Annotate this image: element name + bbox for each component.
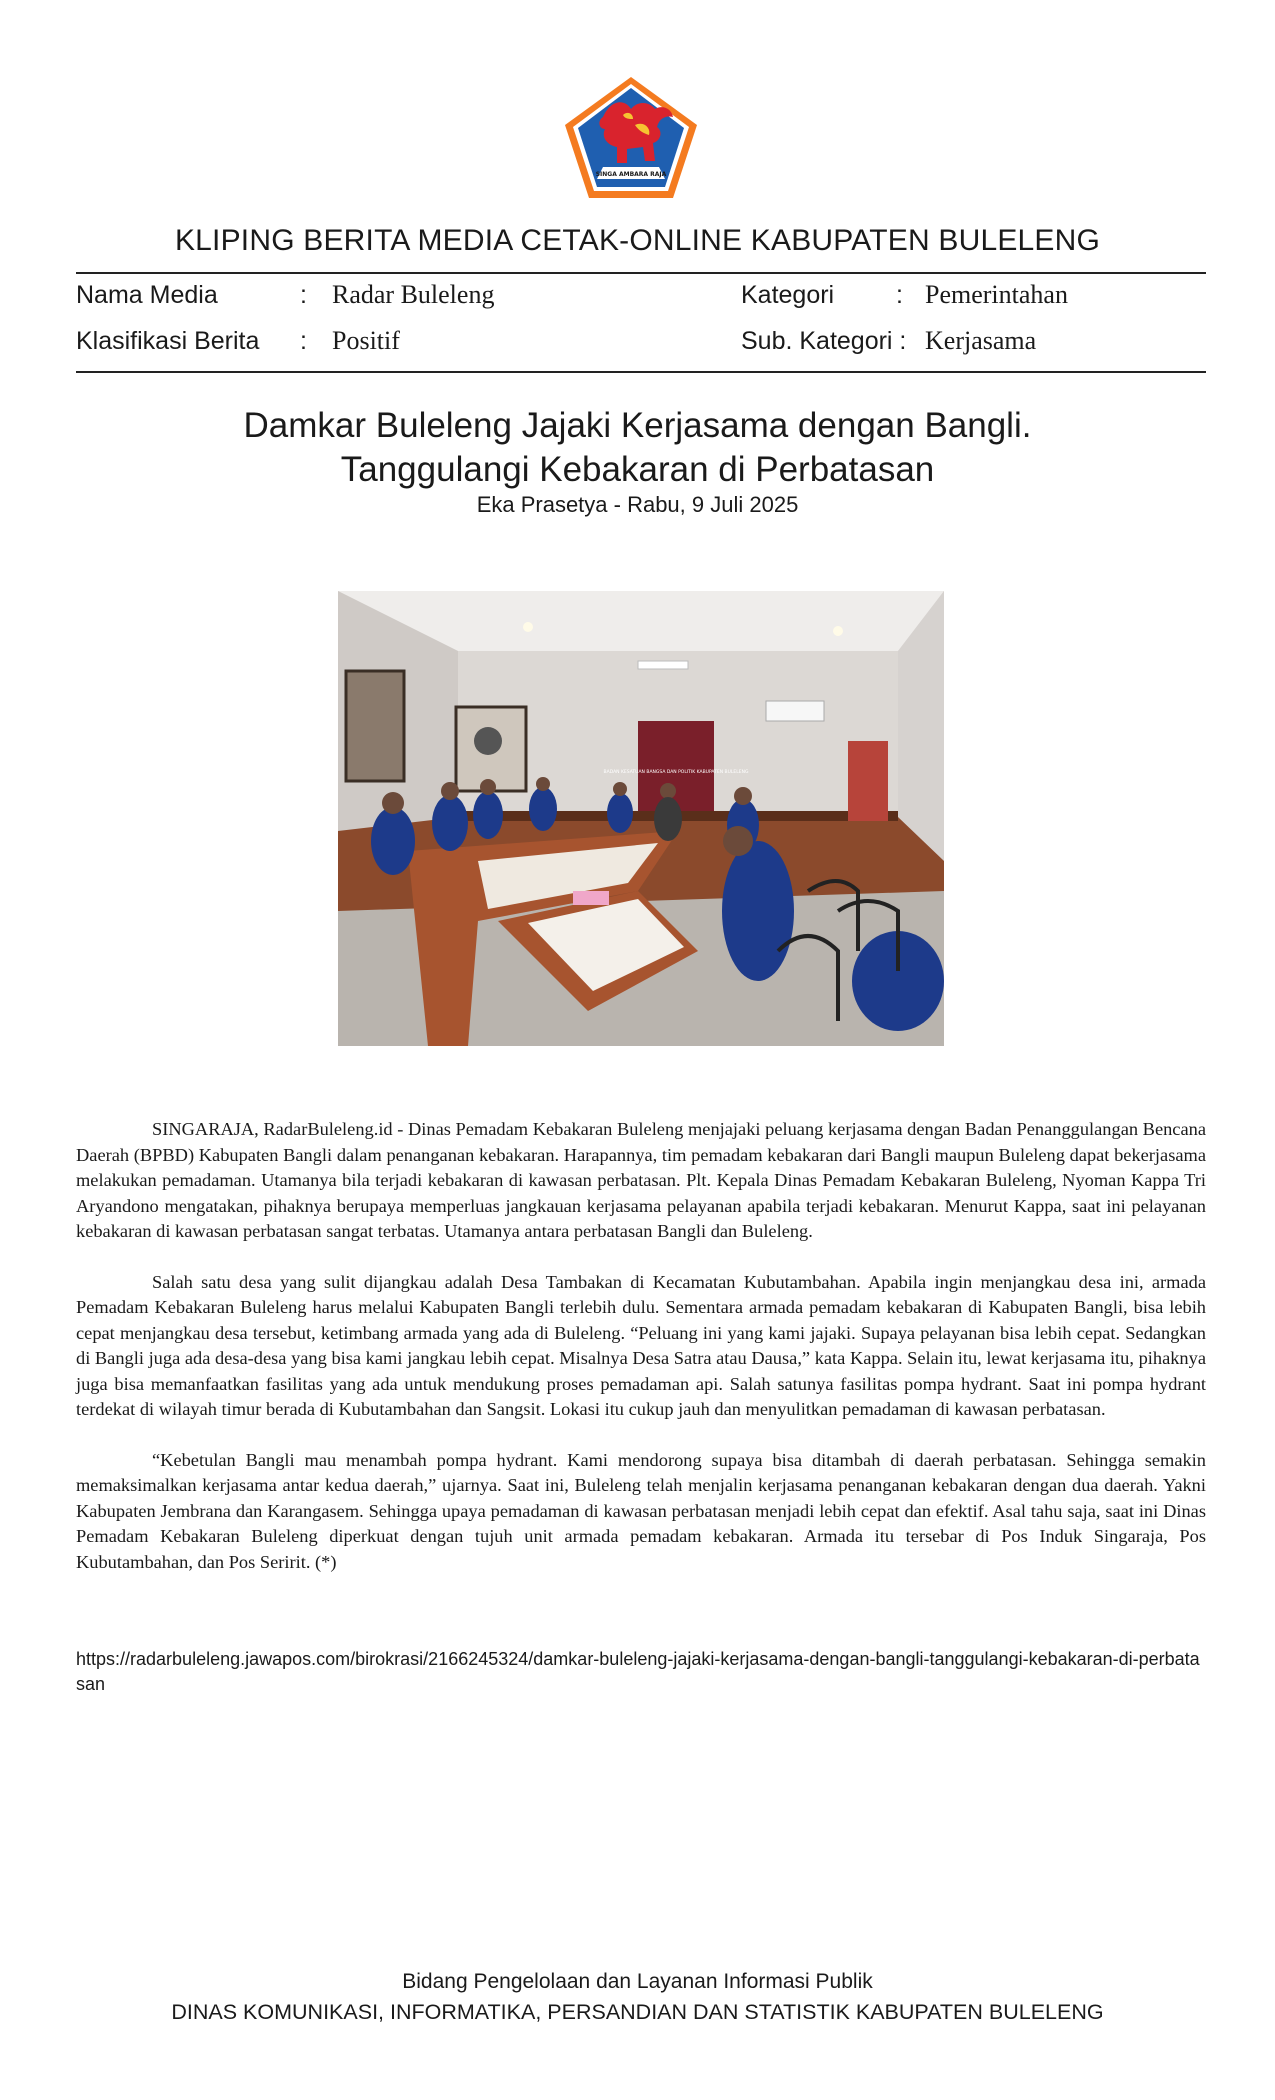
category-label: Kategori (741, 281, 835, 309)
media-colon: : (300, 281, 307, 309)
article-paragraph-1: SINGARAJA, RadarBuleleng.id - Dinas Pemadam Kebakaran Buleleng menjajaki peluang kerjasama dengan Badan Penanggulangan Bencana Daerah (BPBD) Kabupaten Bangli dalam penanganan kebakaran. Harapannya, tim pemadam kebakaran dari Bangli maupun Buleleng dapat bekerjasama melakukan pemadaman. Utamanya bila terjadi kebakaran di kawasan perbatasan. Plt. Kepala Dinas Pemadam Kebakaran Buleleng, Nyoman Kappa Tri Aryandono mengatakan, pihaknya berupaya memperluas jangkauan kerjasama pelayanan apabila terjadi kebakaran. Menurut Kappa, saat ini pelayanan kebakaran di kawasan perbatasan sangat terbatas. Utamanya antara perbatasan Bangli dan Buleleng. (76, 1119, 1206, 1241)
category-value: Pemerintahan (925, 280, 1068, 309)
media-label: Nama Media (76, 281, 218, 309)
footer-division: Bidang Pengelolaan dan Layanan Informasi Publik (402, 1970, 873, 1993)
headline-line-1: Damkar Buleleng Jajaki Kerjasama dengan Bangli. (243, 406, 1032, 445)
media-value: Radar Buleleng (332, 280, 495, 309)
category-colon: : (896, 281, 903, 309)
article-byline: Eka Prasetya - Rabu, 9 Juli 2025 (476, 492, 799, 517)
classification-label: Klasifikasi Berita (76, 327, 260, 355)
photo-wall-sign: BADAN KESATUAN BANGSA DAN POLITIK KABUPATEN BULELENG (603, 770, 749, 775)
article-paragraph-3: “Kebetulan Bangli mau menambah pompa hydrant. Kami mendorong supaya bisa ditambah di daerah perbatasan. Sehingga semakin memaksimalkan kerjasama antar kedua daerah,” ujarnya. Saat ini, Buleleng telah menjalin kerjasama penanganan kebakaran dengan dua daerah. Yakni Kabupaten Jembrana dan Karangasem. Sehingga upaya pemadaman di kawasan perbatasan menjadi lebih cepat dan efektif. Asal tahu saja, saat ini Dinas Pemadam Kebakaran Buleleng diperkuat dengan tujuh unit armada pemadam kebakaran. Armada itu tersebar di Pos Induk Singaraja, Pos Kubutambahan, dan Pos Seririt. (*) (76, 1449, 1206, 1572)
article-headline (0, 404, 1275, 492)
emblem-motto: SINGA AMBARA RAJA (595, 171, 667, 178)
header-rule-top (76, 272, 1206, 274)
headline-line-2: Tanggulangi Kebakaran di Perbatasan (340, 450, 935, 489)
document-title: KLIPING BERITA MEDIA CETAK-ONLINE KABUPATEN BULELENG (174, 224, 1101, 257)
source-url-link[interactable]: https://radarbuleleng.jawapos.com/birokrasi/2166245324/damkar-buleleng-jajaki-kerjasama-dengan-bangli-tanggulangi-kebakaran-di-perbatasan (76, 1649, 1200, 1694)
classification-colon: : (300, 327, 307, 355)
subcategory-value: Kerjasama (925, 326, 1037, 355)
header-rule-bottom (76, 371, 1206, 373)
buleleng-emblem-logo (563, 75, 699, 200)
article-body (76, 1117, 1206, 1600)
article-photo (338, 591, 944, 1046)
classification-value: Positif (332, 326, 400, 355)
subcategory-label: Sub. Kategori : (741, 327, 907, 355)
article-paragraph-2: Salah satu desa yang sulit dijangkau adalah Desa Tambakan di Kecamatan Kubutambahan. Apabila ingin menjangkau desa ini, armada Pemadam Kebakaran Buleleng harus melalui Kabupaten Bangli terlebih dulu. Sementara armada pemadam kebakaran di Kabupaten Bangli, bisa lebih cepat menjangkau desa tersebut, ketimbang armada yang ada di Buleleng. “Peluang ini yang kami jajaki. Supaya pelayanan bisa lebih cepat. Sedangkan di Bangli juga ada desa-desa yang bisa kami jangkau lebih cepat. Misalnya Desa Satra atau Dausa,” kata Kappa. Selain itu, lewat kerjasama itu, pihaknya juga bisa memanfaatkan fasilitas yang ada untuk mendukung proses pemadaman api. Salah satunya fasilitas pompa hydrant. Saat ini pompa hydrant terdekat di wilayah timur berada di Kubutambahan dan Sangsit. Lokasi itu cukup jauh dan menyulitkan pemadaman di kawasan perbatasan. (76, 1271, 1206, 1419)
footer-agency: DINAS KOMUNIKASI, INFORMATIKA, PERSANDIAN DAN STATISTIK KABUPATEN BULELENG (171, 2000, 1104, 2024)
